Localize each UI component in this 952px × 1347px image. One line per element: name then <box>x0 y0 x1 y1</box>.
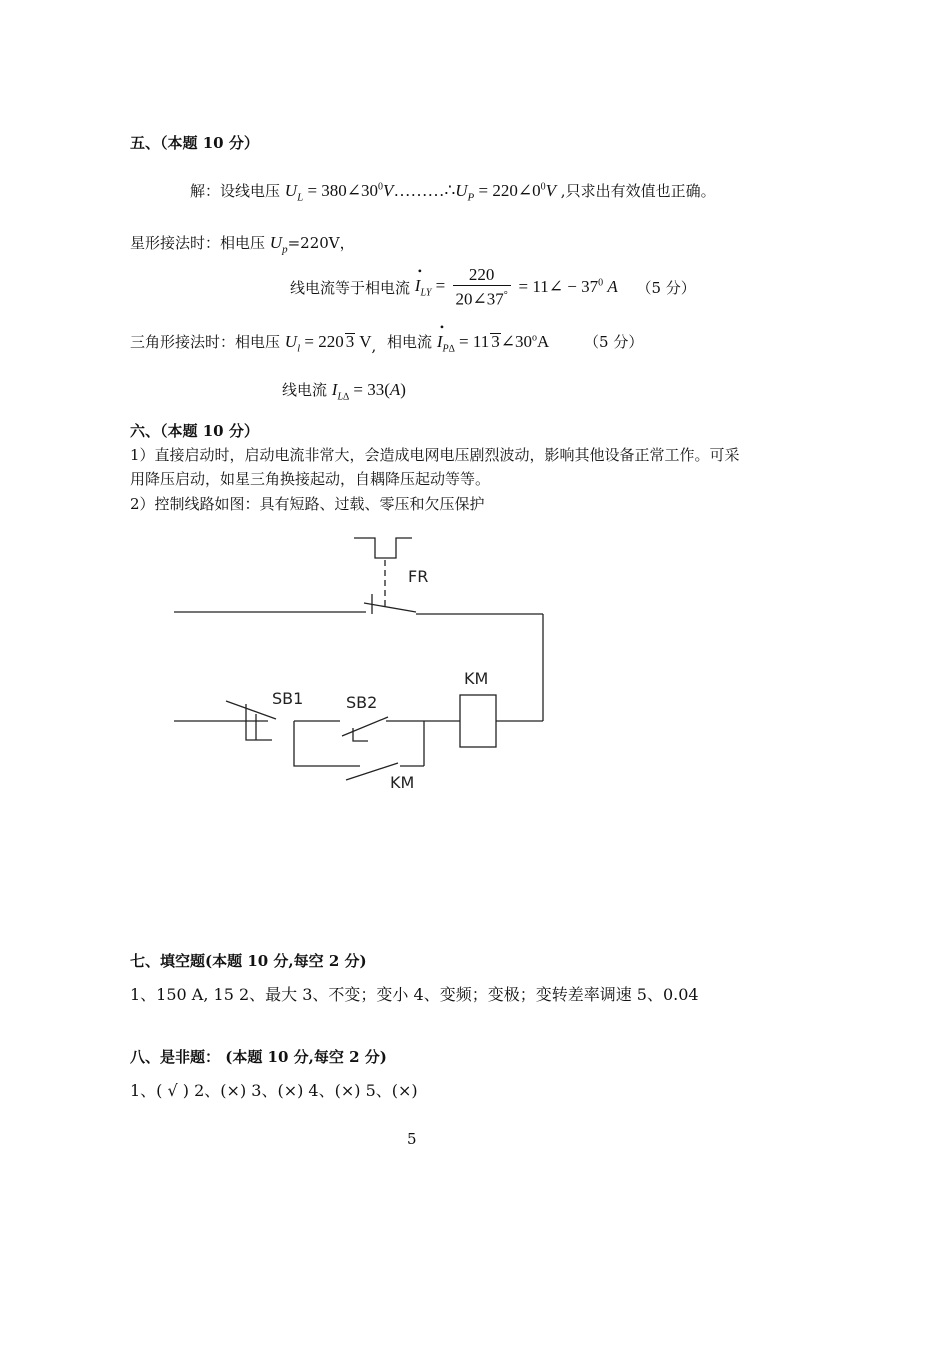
q6-line-2: 用降压启动，如星三角换接起动，自耦降压起动等等。 <box>130 470 491 488</box>
q7-answers: 1、150 A, 15 2、最大 3、不变；变小 4、变频；变极；变转差率调速 5、0.04 <box>130 985 699 1004</box>
q5-sol-suffix: ,只求出有效值也正确。 <box>560 182 716 200</box>
sb1-contact <box>226 701 276 719</box>
q6-line-1: 1）直接启动时，启动电流非常大，会造成电网电压剧烈波动，影响其他设备正常工作。可采 <box>130 446 740 464</box>
km-contact-label: KM <box>390 773 415 792</box>
q5-star-current: 线电流等于相电流 • $I_{LY}$ = $\frac{220}{20\angle 37^\circ}$ = 11∠ − $37^0$ A （5 分） <box>290 266 696 309</box>
fr-label: FR <box>408 567 429 586</box>
q7-heading: 七、填空题(本题 10 分,每空 2 分) <box>130 952 367 970</box>
q6-line-3: 2）控制线路如图：具有短路、过载、零压和欠压保护 <box>130 495 485 513</box>
q5-heading: 五、（本题 10 分） <box>130 134 259 152</box>
km-branch-left <box>294 721 360 766</box>
sb2-label: SB2 <box>346 693 378 712</box>
q5-delta-line-current: 线电流 $I_{L\Delta} = 33(A)$ <box>282 380 406 403</box>
q5-star-line: 星形接法时：相电压 $U_p=220V$， <box>130 233 355 256</box>
q8-answers: 1、( √ ) 2、(×) 3、(×) 4、(×) 5、(×) <box>130 1081 418 1100</box>
q8-heading: 八、是非题： (本题 10 分,每空 2 分) <box>130 1048 387 1066</box>
q5-solution-line <box>190 180 716 203</box>
sb2-contact <box>342 717 388 736</box>
fr-thermal-element <box>354 538 412 558</box>
km-coil <box>460 695 496 747</box>
q5-fraction: $\frac{220}{20\angle 37^\circ}$ <box>453 266 511 309</box>
q5-up-symbol: $U_p$ <box>269 233 288 256</box>
page-number: 5 <box>407 1130 417 1148</box>
km-coil-label: KM <box>464 669 489 688</box>
q5-sol-prefix: 解：设线电压 <box>190 182 281 200</box>
q6-heading: 六、（本题 10 分） <box>130 422 259 440</box>
q5-ul-equation: $U_L$ = $380\angle 30^0V\dots\dots\dots\therefore U_P$ = $220\angle 0^0V$ <box>284 181 557 204</box>
control-circuit-diagram <box>160 530 560 800</box>
sb1-label: SB1 <box>272 689 304 708</box>
q5-delta-line: 三角形接法时：相电压 $U_l = 220$ 3 V, 相电流 • $I_{P\Delta} = 11$ 3∠30$^o$A （5 分） <box>130 331 643 355</box>
